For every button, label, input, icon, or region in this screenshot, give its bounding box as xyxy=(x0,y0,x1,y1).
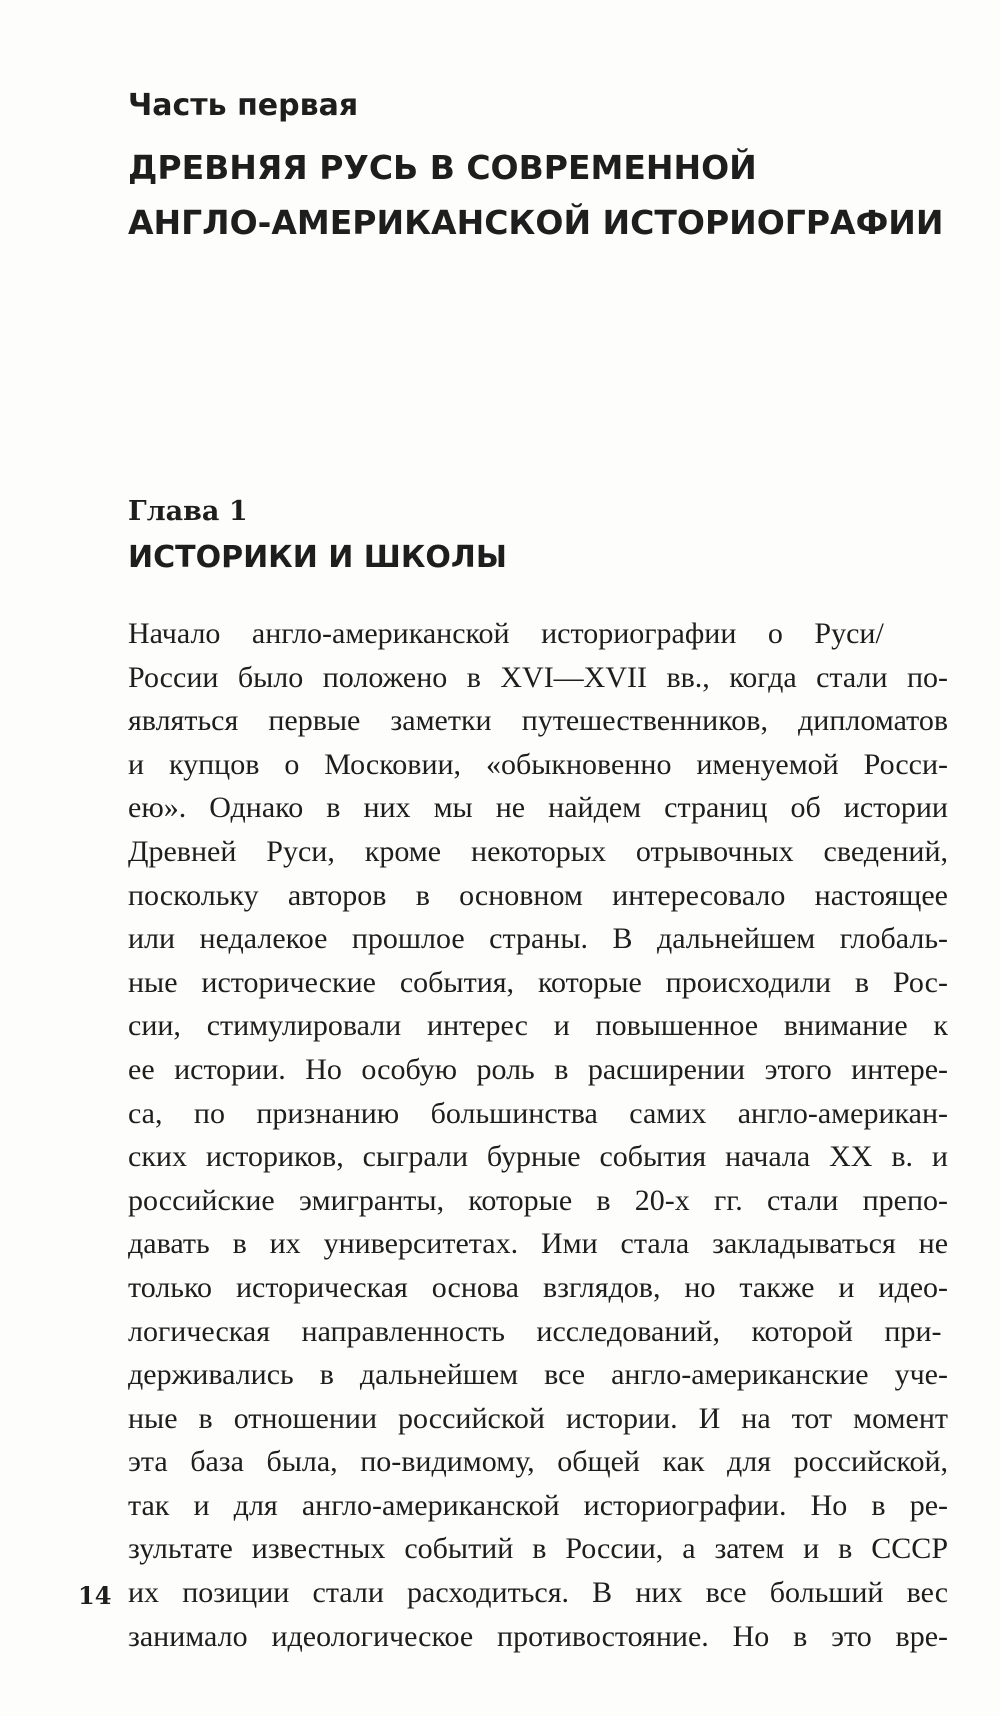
body-line: занимало идеологическое противостояние. Но в это вре- xyxy=(128,1619,949,1653)
body-line: сии, стимулировали интерес и повышенное внимание к xyxy=(128,1009,949,1043)
body-line: их позиции стали расходиться. В них все больший вес xyxy=(128,1576,949,1610)
body-line: Начало англо-американской историографии о Руси/ xyxy=(128,617,884,650)
body-line: зультате известных событий в России, а затем и в СССР xyxy=(128,1532,949,1566)
chapter-title: ИСТОРИКИ И ШКОЛЫ xyxy=(128,540,507,575)
body-paragraph xyxy=(128,612,948,1658)
body-line: российские эмигранты, которые в 20-х гг. стали препо- xyxy=(128,1183,948,1217)
chapter-label: Глава 1 xyxy=(128,496,248,527)
body-line: эта база была, по-видимому, общей как для российской, xyxy=(128,1445,948,1479)
body-line: Древней Руси, кроме некоторых отрывочных сведений, xyxy=(128,834,949,868)
body-line: логическая направленность исследований, которой при- xyxy=(128,1314,942,1348)
body-line: держивались в дальнейшем все англо-американские уче- xyxy=(128,1358,948,1392)
body-line: являться первые заметки путешественников, дипломатов xyxy=(128,704,949,738)
body-line: ею». Однако в них мы не найдем страниц об истории xyxy=(128,791,948,825)
part-label: Часть первая xyxy=(128,88,359,123)
body-line: России было положено в XVI—XVII вв., когда стали по- xyxy=(128,660,949,694)
body-line: ских историков, сыграли бурные события начала XX в. и xyxy=(128,1140,948,1174)
page-number: 14 xyxy=(78,1581,112,1610)
body-line: ее истории. Но особую роль в расширении этого интере- xyxy=(128,1052,949,1086)
body-line: так и для англо-американской историографии. Но в ре- xyxy=(128,1488,949,1522)
body-line: только историческая основа взглядов, но также и идео- xyxy=(128,1270,949,1304)
part-title xyxy=(128,140,958,250)
body-line: или недалекое прошлое страны. В дальнейшем глобаль- xyxy=(128,922,948,956)
part-title-line: ДРЕВНЯЯ РУСЬ В СОВРЕМЕННОЙ xyxy=(128,148,757,187)
body-line: ные в отношении российской истории. И на тот момент xyxy=(128,1401,948,1435)
part-title-line: АНГЛО-АМЕРИКАНСКОЙ ИСТОРИОГРАФИИ xyxy=(128,203,944,242)
body-line: са, по признанию большинства самих англо-американ- xyxy=(128,1096,948,1130)
body-line: поскольку авторов в основном интересовало настоящее xyxy=(128,878,948,912)
body-line: и купцов о Московии, «обыкновенно именуемой Росси- xyxy=(128,747,949,781)
body-line: ные исторические события, которые происходили в Рос- xyxy=(128,965,948,999)
body-line: давать в их университетах. Ими стала закладываться не xyxy=(128,1227,949,1261)
